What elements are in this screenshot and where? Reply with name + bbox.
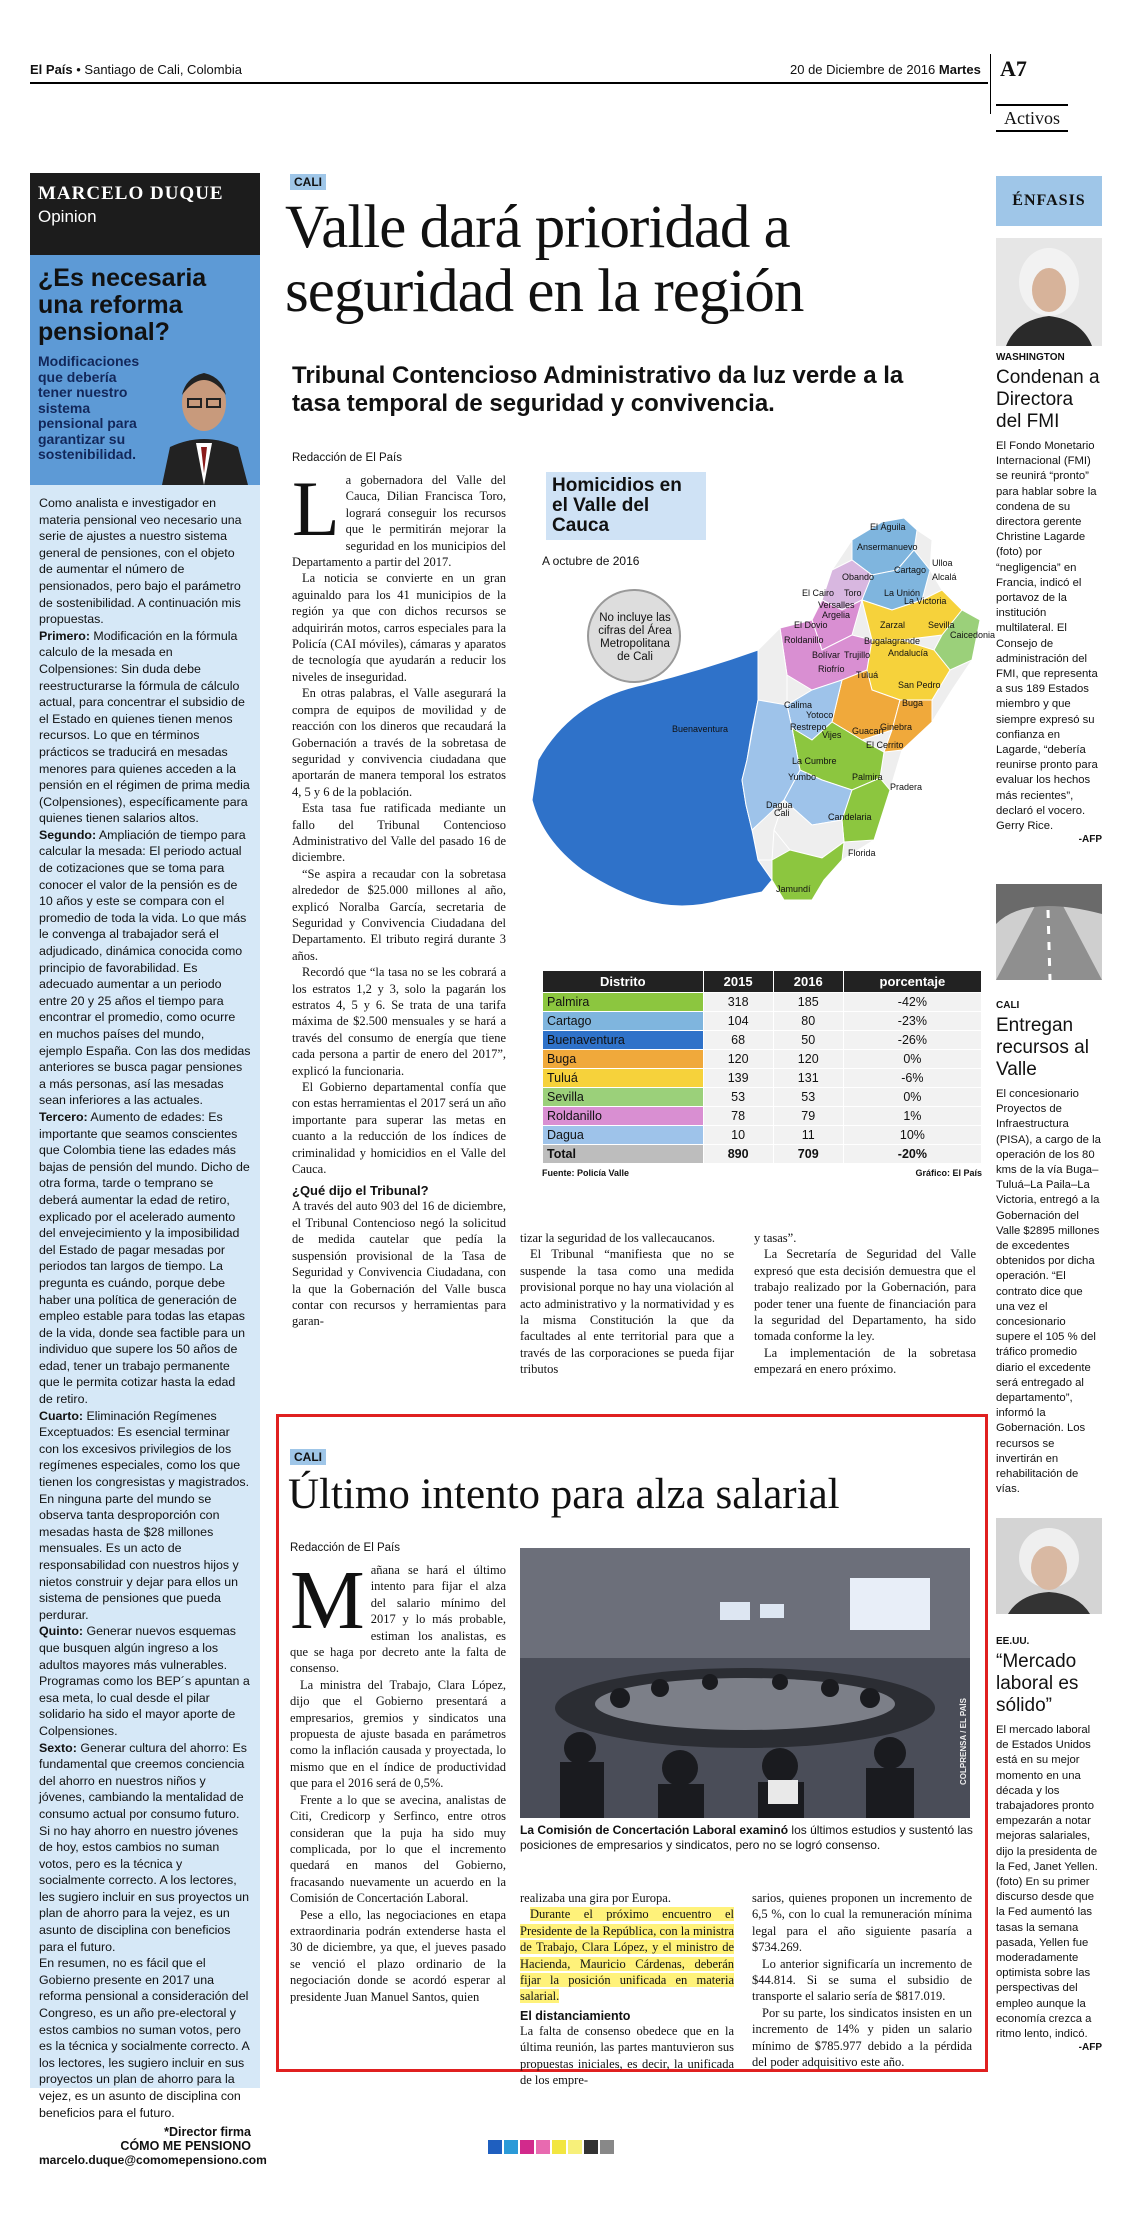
masthead-rule <box>30 82 988 84</box>
value-cell: 1% <box>843 1107 981 1126</box>
value-cell: 10 <box>703 1126 773 1145</box>
map-label: Cali <box>774 808 790 818</box>
paragraph: La falta de consenso obedece que en la última reunión, las partes mantuvieron sus propuestas iniciales, es decir, la unificada de los empre- <box>520 2023 734 2088</box>
paragraph: Pese a ello, las negociaciones en etapa extraordinaria podrán extenderse hasta el 30 de diciembre, ya que, el jueves pasado se venció el plazo ordinario de la negociación donde se acordó esperar al presidente Juan Manuel Santos, quien <box>290 1907 506 2004</box>
paragraph: Esta tasa fue ratificada mediante un fallo del Tribunal Contencioso Administrativo del Valle del pasado 16 de diciembre. <box>292 801 506 865</box>
opinion-dek: Modificaciones que debería tener nuestro sistema pensional para garantizar su sostenibilidad. <box>38 353 140 462</box>
second-headline: Último intento para alza salarial <box>288 1471 840 1518</box>
paragraph: La noticia se convierte en un gran aguinaldo para los 41 municipios de la región ya que con dichos recursos se adquirirán motos, carros especiales para la Policía (CAI móviles), cámaras y aparatos de tecnología que ayudarán a reducir los niveles de inseguridad. <box>292 571 506 684</box>
district-cell: Roldanillo <box>543 1107 704 1126</box>
table-row <box>543 1069 982 1088</box>
table-header-row <box>543 971 982 993</box>
road-photo-image <box>996 884 1102 980</box>
table-row <box>543 1107 982 1126</box>
paragraph: Lo anterior significaría un incremento de $44.814. Si se suma el subsidio de transporte el salario sería de $817.019. <box>752 1956 972 2004</box>
table-row <box>543 1012 982 1031</box>
value-cell: 79 <box>773 1107 843 1126</box>
weekday: Martes <box>938 62 981 77</box>
dropcap: L <box>292 465 340 552</box>
paper-name: El País <box>30 62 73 77</box>
opinion-summary: En resumen, no es fácil que el Gobierno presente en 2017 una reforma pensional a consideración del Congreso, es un año pre-electoral y estos cambios no suman votos, pero es la técnica y socialmente correcto. A los lectores, les sugiero incluir en sus proyectos un plan de ahorro para la vejez, es un asunto de disciplina con beneficios para el futuro. <box>39 1956 250 2120</box>
value-cell: 68 <box>703 1031 773 1050</box>
map-label: Sevilla <box>928 620 955 630</box>
district-cell: Sevilla <box>543 1088 704 1107</box>
opinion-paragraph <box>39 1408 251 1624</box>
map-label: Jamundí <box>776 884 811 894</box>
map-label: Cartago <box>894 565 927 575</box>
value-cell: 709 <box>773 1145 843 1164</box>
point-text: Modificación en la fórmula calculo de la mesada en Colpensiones: Sin duda debe reestructurarse la fórmula de cálculo actual, para concentrar el subsidio de el Estado en quienes tienen menos recursos. Lo que en términos prácticos se traducirá en mesadas menores para quienes acceden a la pensión en el régimen de prima media (Colpensiones), específicamente para quienes tienen salarios altos. <box>39 628 250 826</box>
main-column-3 <box>754 1230 976 1378</box>
opinion-column <box>30 173 267 2168</box>
paragraph: Recordó que “la tasa no se les cobrará a los estratos 1,2 y 3, solo la pagarán los estratos 4, 5 y 6. Se trata de una tarifa máxima de $2.500 mensuales y se hará a través del consumo de energía que tiene cada persona a partir de enero del 2017”, explicó la funcionaria. <box>292 965 506 1078</box>
sidebar-dateline: CALI <box>996 1000 1020 1011</box>
color-mark <box>488 2140 502 2154</box>
district-cell: Buenaventura <box>543 1031 704 1050</box>
main-kicker <box>290 173 326 191</box>
map-label: Caicedonia <box>950 630 996 640</box>
author-name: MARCELO DUQUE <box>38 183 224 204</box>
lead-paragraph: a gobernadora del Valle del Cauca, Dilian Francisca Toro, logrará conseguir los recursos que le permitirán mejorar la seguridad en los municipios del Departamento a partir del 2017. <box>292 473 506 570</box>
value-cell: 120 <box>703 1050 773 1069</box>
map-label: La Unión <box>884 588 921 598</box>
point-text: Ampliación de tiempo para calcular la mesada: El periodo actual de cotizaciones que se toma para conocer el valor de la pensión es de 10 años y este se compara con el promedio de toda la vida. Lo que más le convenga al trabajador será el adjudicado, dinámica conocida como principio de favorabilidad. Es adecuado aumentar a un periodo entre 20 y 25 años el tiempo para encontrar el promedio, como ocurre en muchos países del mundo, ejemplo España. Con las dos medidas anteriores se busca pagar pensiones a más personas, así las mesadas sean inferiores a las actuales. <box>39 827 251 1108</box>
dropcap: M <box>290 1554 365 1647</box>
map-label: Alcalá <box>932 572 957 582</box>
paragraph: “Se aspira a recaudar con la sobretasa alrededor de $25.000 millones al año, explicó Noralba García, secretaria de Seguridad y Convivencia Ciudadana del Departamento. El tributo regirá durante 3 años. <box>292 866 506 963</box>
map-label: Zarzal <box>880 620 906 630</box>
opinion-paragraph <box>39 1740 251 1956</box>
sidebar-title: Condenan a Directora del FMI <box>996 367 1100 432</box>
sidebar-body: El Fondo Monetario Internacional (FMI) se reunirá “pronto” para hablar sobre la condena de su directora gerente Christine Lagarde (foto) por “negligencia” en Francia, indicó el portavoz de la institución multilateral. El Consejo de administración del FMI, que representa a sus 189 Estados miembro y que siempre expresó su confianza en Lagarde, “debería reunirse pronto para evaluar los hechos más recientes”, declaró el vocero. Gerry Rice. <box>996 440 1098 833</box>
map-label: Palmira <box>852 772 883 782</box>
map-label: La Cumbre <box>792 756 837 766</box>
value-cell: 120 <box>773 1050 843 1069</box>
map-label: Bugalagrande <box>864 636 921 646</box>
sidebar-body: El mercado laboral de Estados Unidos está en su mejor momento en una década y los trabajadores pronto empezarán a notar mejoras salariales, dijo la presidenta de la Fed, Janet Yellen. (foto) En su primer discurso desde que la Fed aumentó las tasas la semana pasada, Yellen fue moderadamente optimista sobre las perspectivas del empleo aunque la economía crezca a ritmo lento, indicó. <box>996 1724 1098 2041</box>
sidebar-dateline: WASHINGTON <box>996 352 1065 363</box>
opinion-label: Opinion <box>38 207 97 226</box>
opinion-paragraph <box>39 628 251 827</box>
district-cell: Dagua <box>543 1126 704 1145</box>
map-label: Toro <box>844 588 862 598</box>
map-label: Yotoco <box>806 710 834 720</box>
column-header: porcentaje <box>843 971 981 993</box>
value-cell: 131 <box>773 1069 843 1088</box>
paragraph: El Tribunal “manifiesta que no se suspende la tasa como una medida provisional porque no hay una violación al acto administrativo y la normatividad y es la misma Constitución la que da facultades al ente territorial para que a través de las corporaciones se pueda fijar tributos <box>520 1247 734 1377</box>
paragraph: La implementación de la sobretasa empezará en enero próximo. <box>754 1345 976 1377</box>
value-cell: -26% <box>843 1031 981 1050</box>
value-cell: 0% <box>843 1088 981 1107</box>
second-column-1 <box>290 1554 506 2005</box>
value-cell: 80 <box>773 1012 843 1031</box>
value-cell: 139 <box>703 1069 773 1088</box>
highlighted-text: Durante el próximo encuentro el Presidente de la República, con la ministra de Trabajo, Clara López, y el ministro de Hacienda, Mauricio Cárdenas, deberán fijar la posición unificada en materia salarial. <box>520 1907 734 2004</box>
point-text: Generar nuevos esquemas que busquen algún ingreso a los adultos mayores más vulnerables. Programas como los BEP´s apuntan a esa meta, lo cual desde el pilar solidario ha sido el mayor aporte de Colpensiones. <box>39 1624 250 1738</box>
column-header: 2015 <box>703 971 773 993</box>
map-label: Ansermanuevo <box>857 542 918 552</box>
map-label: Florida <box>848 848 876 858</box>
main-column-1 <box>292 465 506 1330</box>
table-row <box>543 1126 982 1145</box>
paragraph: A través del auto 903 del 16 de diciembre, el Tribunal Contencioso negó la solicitud de medida cautelar que pedía la suspensión provisional de la Tasa de Seguridad y Convivencia Ciudadana, con la que la Gobernación del Valle busca contar con recursos y herramientas para garan- <box>292 1199 506 1329</box>
map-label: Versalles <box>818 600 855 610</box>
paragraph: sarios, quienes proponen un incremento de 6,5 %, con lo cual la remuneración mínima legal para el año siguiente pasaría a $734.269. <box>752 1891 972 1955</box>
opinion-paragraph <box>39 827 251 1109</box>
opinion-body <box>30 485 267 2168</box>
homicide-table <box>542 970 982 1178</box>
date: 20 de Diciembre de 2016 <box>790 62 936 77</box>
district-cell: Cartago <box>543 1012 704 1031</box>
subheading: ¿Qué dijo el Tribunal? <box>292 1183 429 1199</box>
map-label: Bolívar <box>812 650 841 660</box>
subheading: El distanciamiento <box>520 2008 631 2023</box>
opinion-header <box>30 173 260 255</box>
opinion-intro: Como analista e investigador en materia pensional veo necesario una serie de ajustes a nuestro sistema general de pensiones, con el objeto de aumentar el número de pensionados, pero bajo el parámetro de sostenibilidad. A continuación mis propuestas. <box>39 496 242 627</box>
author-email: marcelo.duque@comomepensiono.com <box>39 2153 267 2168</box>
color-mark <box>600 2140 614 2154</box>
value-cell: 318 <box>703 993 773 1012</box>
map-label: Dagua <box>766 800 793 810</box>
value-cell: -6% <box>843 1069 981 1088</box>
caption-bold: La Comisión de Concertación Laboral examinó <box>520 1823 789 1837</box>
table-row <box>543 1050 982 1069</box>
main-byline: Redacción de El País <box>292 452 402 464</box>
value-cell: -20% <box>843 1145 981 1164</box>
color-mark <box>584 2140 598 2154</box>
district-cell: Palmira <box>543 993 704 1012</box>
opinion-title: ¿Es necesaria una reforma pensional? <box>38 264 207 346</box>
value-cell: 53 <box>703 1088 773 1107</box>
second-column-3 <box>752 1890 972 2070</box>
main-headline: Valle dará prioridad a seguridad en la región <box>285 194 804 325</box>
signature-org: CÓMO ME PENSIONO <box>120 2139 251 2154</box>
point-label: Tercero: <box>39 1109 88 1124</box>
sidebar-item-2 <box>996 1000 1102 1497</box>
infographic-subtitle: A octubre de 2016 <box>542 554 640 568</box>
column-header: Distrito <box>543 971 704 993</box>
infographic <box>522 460 996 1190</box>
color-mark <box>552 2140 566 2154</box>
city: • Santiago de Cali, Colombia <box>76 62 242 77</box>
conference-photo <box>520 1548 970 1818</box>
map-label: Vijes <box>822 730 842 740</box>
opinion-headline-box <box>30 255 260 485</box>
color-mark <box>536 2140 550 2154</box>
map-label: Calima <box>784 700 813 710</box>
value-cell: -23% <box>843 1012 981 1031</box>
sidebar-dateline: EE.UU. <box>996 1636 1030 1647</box>
sidebar-header-label: ÉNFASIS <box>1012 192 1086 209</box>
opinion-paragraph <box>39 1109 251 1408</box>
author-photo <box>152 347 256 485</box>
color-mark <box>520 2140 534 2154</box>
point-label: Segundo: <box>39 827 97 842</box>
paragraph: El Gobierno departamental confía que con estas herramientas el 2017 será un año importante para superar las metas en cuanto a la reducción de los índices de criminalidad y homicidios en el Valle del Cauca. <box>292 1080 506 1177</box>
sidebar-title: “Mercado laboral es sólido” <box>996 1651 1079 1716</box>
sidebar-item-1 <box>996 352 1102 845</box>
point-text: Aumento de edades: Es importante que seamos conscientes que Colombia tiene las edades más bajas de pensión del mundo. Dicho de otra forma, tarde o temprano se deberá aumentar la edad de retiro, explicado por el acelerado aumento del envejecimiento y la imposibilidad del Estado de pagar mesadas por periodos tan largos de tiempo. La pregunta es cuándo, porque debe haber una política de generación de empleo estable para todas las etapas de la vida, donde sea factible para un individuo que supere los 50 años de edad, tener un trabajo permanente que le permita cotizar hasta la edad de retiro. <box>39 1109 250 1407</box>
kicker: CALI <box>290 1449 326 1465</box>
map-label: Argelia <box>822 610 851 620</box>
map-label: Obando <box>842 572 875 582</box>
map-label: Buga <box>902 698 924 708</box>
second-byline: Redacción de El País <box>290 1542 400 1554</box>
value-cell: 104 <box>703 1012 773 1031</box>
point-text: Eliminación Regímenes Exceptuados: Es esencial terminar con los excesivos privilegios de los regímenes especiales, como los que tienen los congresistas y magistrados. En ninguna parte del mundo se observa tanta desproporción con mesadas hasta de $28 millones mensuales. Es un acto de responsabilidad con nuestros hijos y nietos construir y dejar para ellos un sistema de pensiones que pueda perdurar. <box>39 1408 250 1622</box>
table-row <box>543 993 982 1012</box>
yellen-photo <box>996 1518 1102 1614</box>
color-mark <box>568 2140 582 2154</box>
opinion-paragraph <box>39 1623 251 1739</box>
map-label: Candelaria <box>828 812 872 822</box>
point-label: Sexto: <box>39 1740 77 1755</box>
map-label: Yumbo <box>788 772 817 782</box>
point-label: Primero: <box>39 628 90 643</box>
kicker: CALI <box>290 174 326 190</box>
map-label: Tuluá <box>856 670 879 680</box>
masthead-left <box>30 62 242 77</box>
lagarde-photo <box>996 238 1102 346</box>
table-footer <box>542 1168 982 1178</box>
masthead-date <box>790 62 981 77</box>
point-label: Quinto: <box>39 1624 84 1639</box>
point-label: Cuarto: <box>39 1408 84 1423</box>
district-cell: Total <box>543 1145 704 1164</box>
value-cell: 0% <box>843 1050 981 1069</box>
value-cell: 78 <box>703 1107 773 1126</box>
district-cell: Buga <box>543 1050 704 1069</box>
sidebar-tag: -AFP <box>1078 834 1102 846</box>
map-label: Ulloa <box>932 558 953 568</box>
map-label: Riofrío <box>818 664 845 674</box>
value-cell: -42% <box>843 993 981 1012</box>
paragraph: tizar la seguridad de los vallecaucanos. <box>520 1231 716 1245</box>
map-label: Andalucía <box>888 648 929 658</box>
infographic-title: Homicidios en el Valle del Cauca <box>546 472 706 540</box>
table-row <box>543 1088 982 1107</box>
section-label: Activos <box>996 104 1068 132</box>
value-cell: 185 <box>773 993 843 1012</box>
data-table <box>542 970 982 1164</box>
point-text: Generar cultura del ahorro: Es fundamental que creemos conciencia del ahorro en nuestros niños y jóvenes, cambiando la mentalidad de consumo actual por consumo futuro. Si no hay ahorro en nuestro jóvenes de hoy, estos cambios no suman votos, pero es la técnica y socialmente correcto. A los lectores, les sugiero incluir en sus proyectos un plan de ahorro para la vejez, es un asunto de disciplina con beneficios para el futuro. <box>39 1740 250 1954</box>
valle-map <box>522 460 984 930</box>
map-label: Guacarí <box>852 726 885 736</box>
paragraph: La Secretaría de Seguridad del Valle expresó que esta decisión demuestra que el trabajo realizado por la Gobernación, para poder tener una fuente de financiación para la seguridad del Departamento, ha sido tomada conforme la ley. <box>754 1247 976 1344</box>
sidebar-header <box>996 176 1102 226</box>
conference-photo-image <box>520 1548 970 1818</box>
sidebar-title: Entregan recursos al Valle <box>996 1015 1089 1080</box>
paragraph: En otras palabras, el Valle asegurará la compra de equipos de movilidad y de reacción con los dineros que recaudará la Gobernación a través de la sobretasa de seguridad y convivencia ciudadana que aportarán de manera temporal los estratos 4, 5 y 6 de la población. <box>292 686 506 799</box>
map-label: El Águila <box>870 522 906 532</box>
map-note-bubble: No incluye las cifras del Área Metropolitana de Cali <box>598 612 672 663</box>
photo-caption <box>520 1823 975 1853</box>
caption-text: los últimos estudios y sustentó las posiciones de empresarios y sindicatos, pero no se logró consenso. <box>520 1823 973 1852</box>
value-cell: 10% <box>843 1126 981 1145</box>
sidebar-tag: -AFP <box>1078 2042 1102 2054</box>
table-body <box>543 993 982 1164</box>
lagarde-photo-image <box>996 238 1102 346</box>
second-column-2 <box>520 1890 734 2088</box>
source-note: Fuente: Policía Valle <box>542 1168 630 1178</box>
sidebar-item-3 <box>996 1636 1102 2053</box>
value-cell: 53 <box>773 1088 843 1107</box>
color-mark <box>504 2140 518 2154</box>
road-photo <box>996 884 1102 980</box>
map-label: Buenaventura <box>672 724 729 734</box>
credit-note: Gráfico: El País <box>915 1168 982 1178</box>
divider <box>990 54 991 114</box>
paragraph: Frente a lo que se avecina, analistas de Citi, Credicorp y Serfinco, entre otros consideran que la puja ha sido muy complicada, por lo que el incremento quedará en manos del Gobierno, fracasando nuevamente un acuerdo en la Comisión de Concertación Laboral. <box>290 1792 506 1906</box>
main-subhead: Tribunal Contencioso Administrativo da luz verde a la tasa temporal de seguridad y convivencia. <box>292 362 904 417</box>
table-row <box>543 1031 982 1050</box>
lead-paragraph: añana se hará el último intento para fijar el alza del salario mínimo del 2017 y lo más probable, estiman los analistas, es que se haga por decreto ante la falta de consenso. <box>290 1563 506 1676</box>
value-cell: 50 <box>773 1031 843 1050</box>
table-row <box>543 1145 982 1164</box>
paragraph: y tasas”. <box>754 1231 797 1245</box>
value-cell: 890 <box>703 1145 773 1164</box>
map-label: Trujillo <box>844 650 871 660</box>
map-label: Pradera <box>890 782 923 792</box>
sidebar-body: El concesionario Proyectos de Infraestructura (PISA), a cargo de la operación de los 80 kms de la vía Buga–Tuluá–La Paila–La Victoria, entregó a la Gobernación del Valle $2895 millones de excedentes obtenidos por dicha operación. “El contrato dice que una vez el concesionario supere el 105 % del tráfico promedio diario el excedente será entregado al departamento”, informó la Gobernación. Los recursos se invertirán en rehabilitación de vías. <box>996 1088 1101 1496</box>
map-label: Roldanillo <box>784 635 824 645</box>
second-kicker-wrap <box>290 1448 326 1466</box>
column-header: 2016 <box>773 971 843 993</box>
paragraph: Por su parte, los sindicatos insisten en un incremento de 14% y piden un salario mínimo de $785.977 debido a la pérdida del poder adquisitivo este año. <box>752 2005 972 2070</box>
map-label: San Pedro <box>898 680 941 690</box>
map-label: El Cairo <box>802 588 835 598</box>
value-cell: 11 <box>773 1126 843 1145</box>
district-cell: Tuluá <box>543 1069 704 1088</box>
page-number: A7 <box>1000 56 1027 81</box>
map-label: El Dovio <box>794 620 828 630</box>
map-label: Ginebra <box>880 722 913 732</box>
map-label: Restrepo <box>790 722 827 732</box>
print-color-marks <box>488 2140 614 2154</box>
main-column-2 <box>520 1230 734 1378</box>
map-label: El Cerrito <box>866 740 904 750</box>
signature-role: *Director firma <box>164 2125 251 2140</box>
photo-credit: COLPRENSA / EL PAÍS <box>959 1698 968 1785</box>
paragraph: La ministra del Trabajo, Clara López, dijo que el Gobierno presentará a empresarios, gremios y sindicatos una propuesta de ajuste basada en parámetros como la inflación causada y proyectada, lo mismo que en el índice de productividad que para el 2016 será de 0,5%. <box>290 1677 506 1791</box>
yellen-photo-image <box>996 1518 1102 1614</box>
map-label: La Victoria <box>904 596 947 606</box>
paragraph: realizaba una gira por Europa. <box>520 1891 671 1905</box>
